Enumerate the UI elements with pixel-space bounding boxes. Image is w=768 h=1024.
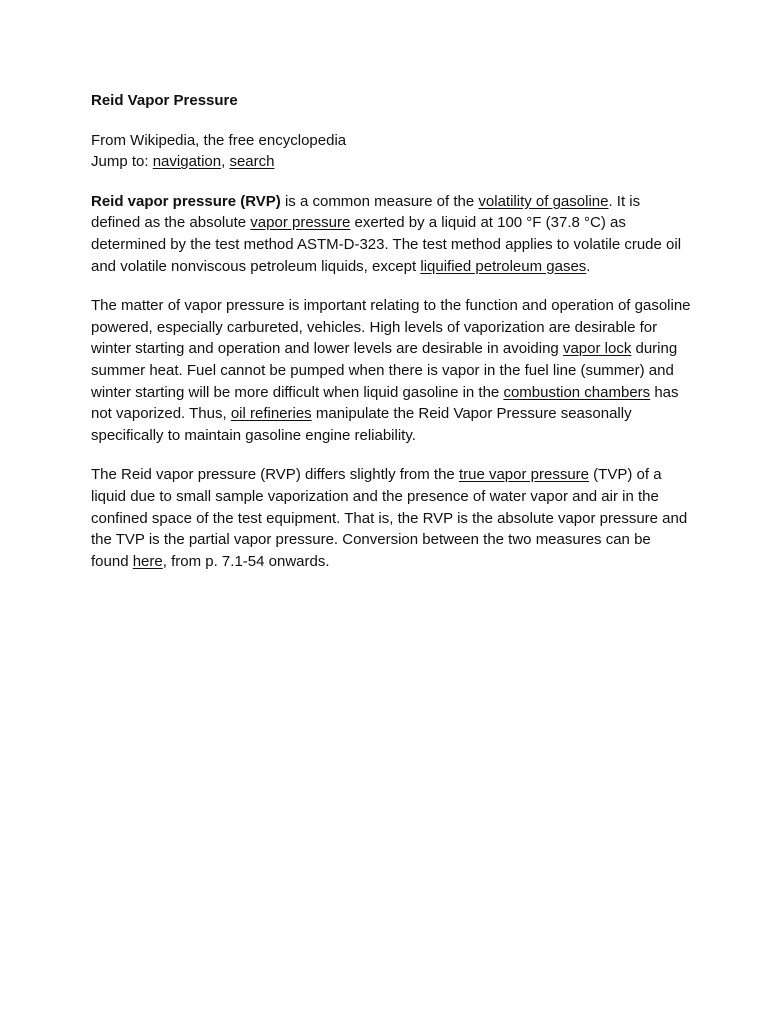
rvp-term: Reid vapor pressure (RVP) — [91, 192, 281, 210]
para2-text-2: during summer heat. Fuel cannot be pumped when there is vapor in the fuel line (summer) and winter starting will be more difficult when liquid gasoline in the — [91, 340, 678, 401]
volatility-of-gasoline-link[interactable]: volatility of gasoline — [478, 192, 609, 210]
combustion-chambers-link[interactable]: combustion chambers — [503, 383, 651, 401]
para3-text-1: The Reid vapor pressure (RVP) differs slightly from the — [91, 466, 459, 484]
source-block — [91, 130, 691, 173]
liquified-petroleum-gases-link[interactable]: liquified petroleum gases — [420, 257, 587, 275]
navigation-link[interactable]: navigation — [152, 153, 222, 171]
paragraph-importance — [91, 295, 691, 446]
vapor-pressure-link[interactable]: vapor pressure — [250, 214, 351, 232]
true-vapor-pressure-link[interactable]: true vapor pressure — [458, 466, 590, 484]
para1-text-4: . — [586, 257, 591, 275]
here-link[interactable]: here — [132, 552, 163, 570]
paragraph-comparison — [91, 464, 691, 572]
para1-text-2: . It is defined as the absolute — [91, 192, 641, 232]
document-title: Reid Vapor Pressure — [91, 92, 238, 109]
para2-text-3: has not vaporized. Thus, — [91, 383, 679, 423]
para3-text-2: (TVP) of a liquid due to small sample vaporization and the presence of water vapor and air in the confined space of the test equipment. That is, the RVP is the absolute vapor pressure and the TVP is the partial vapor pressure. Conversion between the two measures can be found — [91, 466, 688, 570]
para1-text-3: exerted by a liquid at 100 °F (37.8 °C) as determined by the test method ASTM-D-323. The test method applies to volatile crude oil and volatile nonviscous petroleum liquids, except — [91, 214, 682, 275]
search-link[interactable]: search — [229, 153, 275, 171]
para1-text-1: is a common measure of the — [280, 192, 479, 210]
vapor-lock-link[interactable]: vapor lock — [562, 340, 632, 358]
para3-text-3: , from p. 7.1-54 onwards. — [162, 552, 330, 570]
jump-separator: , — [221, 153, 230, 171]
para2-text-1: The matter of vapor pressure is important relating to the function and operation of gasoline powered, especially carbureted, vehicles. High levels of vaporization are desirable for winter starting and operation and lower levels are desirable in avoiding — [91, 297, 691, 358]
oil-refineries-link[interactable]: oil refineries — [230, 405, 312, 423]
document-page — [91, 90, 691, 590]
paragraph-definition — [91, 191, 691, 277]
para2-text-4: manipulate the Reid Vapor Pressure seasonally specifically to maintain gasoline engine reliability. — [91, 405, 632, 444]
source-line: From Wikipedia, the free encyclopedia — [91, 131, 347, 149]
jump-to-label: Jump to: — [91, 153, 153, 171]
